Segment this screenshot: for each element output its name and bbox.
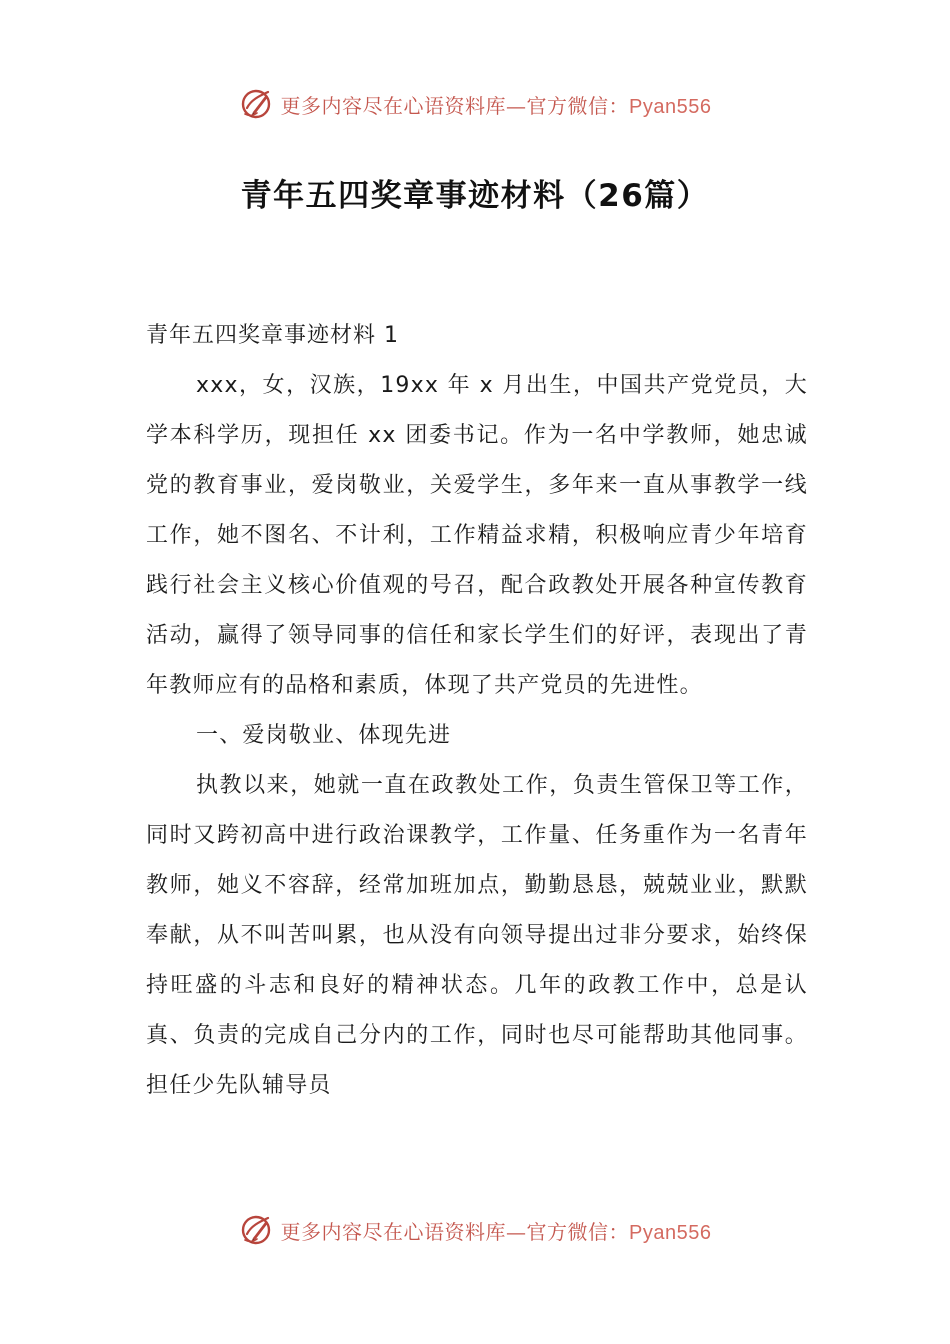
header-banner-wechat: Pyan556 (629, 95, 712, 118)
paragraph-1: xxx，女，汉族，19xx 年 x 月出生，中国共产党党员，大学本科学历，现担任 xx 团委书记。作为一名中学教师，她忠诚党的教育事业，爱岗敬业，关爱学生，多年来一直从事教学一线工作，她不图名、不计利，工作精益求精，积极响应青少年培育践行社会主义核心价值观的号召，配合政教处开展各种宣传教育活动，赢得了领导同事的信任和家长学生们的好评，表现出了青年教师应有的品格和素质，体现了共产党员的先进性。 (146, 373, 808, 698)
footer-banner-wechat: Pyan556 (629, 1221, 712, 1244)
header-banner-main: 更多内容尽在心语资料库—官方微信： (280, 93, 630, 118)
document-body (146, 311, 808, 1111)
pen-logo-icon (239, 1212, 275, 1248)
header-banner-text (281, 90, 712, 119)
document-title: 青年五四奖章事迹材料（26篇） (240, 178, 710, 214)
header-banner (0, 84, 950, 124)
paragraph-2: 执教以来，她就一直在政教处工作，负责生管保卫等工作，同时又跨初高中进行政治课教学，工作量、任务重作为一名青年教师，她义不容辞，经常加班加点，勤勤恳恳，兢兢业业，默默奉献，从不叫苦叫累，也从没有向领导提出过非分要求，始终保持旺盛的斗志和良好的精神状态。几年的政教工作中，总是认真、负责的完成自己分内的工作，同时也尽可能帮助其他同事。担任少先队辅导员 (146, 773, 808, 1098)
section-heading: 一、爱岗敬业、体现先进 (196, 723, 452, 748)
footer-banner (0, 1210, 950, 1250)
section-title: 青年五四奖章事迹材料 1 (146, 323, 399, 348)
footer-banner-text (281, 1216, 712, 1245)
footer-banner-main: 更多内容尽在心语资料库—官方微信： (280, 1219, 630, 1244)
pen-logo-icon (239, 86, 275, 122)
